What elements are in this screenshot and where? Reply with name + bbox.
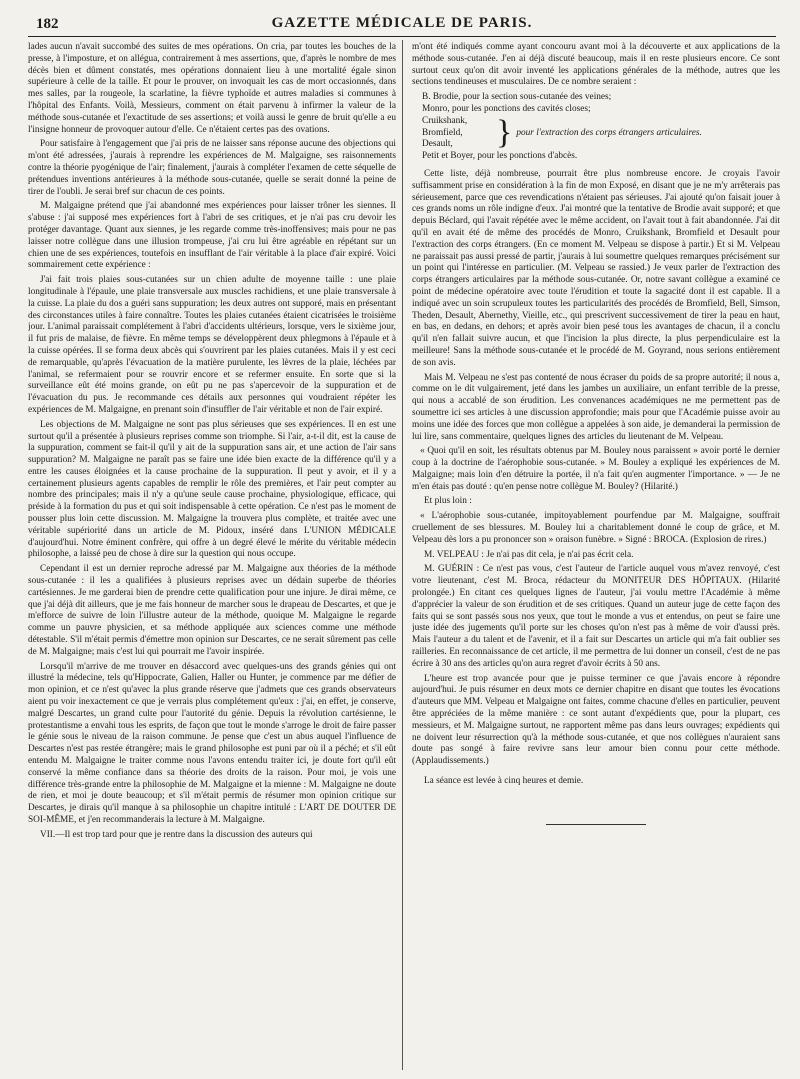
right-column — [412, 42, 780, 1068]
paragraph: Lorsqu'il m'arrive de me trouver en désaccord avec quelques-uns des grands génies qui ont illustré la médecine, tels qu'Hippocrate, Galien, Haller ou Hunter, je commence par me défier de mon opinion, et ce n'est qu'avec la plus grande réserve que j'admets que ces grands observateurs aient pu voir inexactement ce que je verrais plus complétement qu'eux : j'ai, en effet, je conserve, malgré Descartes, un grand culte pour l'autorité du génie. Depuis la révolution cartésienne, le protestantisme a envahi tous les esprits, de façon que tout le monde s'arroge le droit de faire passer le génie sous le niveau de la raison commune. Je pense que c'est un abus auquel l'influence de Descartes n'est pas restée étrangère; mais le grand philosophe est puni par où il a péché; et s'il eût entendu M. Malgaigne le traiter comme nous l'avons entendu traiter ici, je doute fort qu'il eût conservé la même confiance dans sa théorie des droits de la raison. Pour moi, je vois une différence très-grande entre la philosophie de M. Malgaigne et la mienne : M. Malgaigne ne doute de rien, et moi je doute beaucoup; et s'il m'était permis de résumer mon opinion critique sur Descartes, je dirais qu'il manque à sa philosophie un chapitre intitulé : L'ART DE DOUTER DE SOI-MÊME, et j'en recommanderais la lecture à M. Malgaigne. — [28, 661, 396, 825]
paragraph: m'ont été indiqués comme ayant concouru avant moi à la découverte et aux applications de la méthode sous-cutanée. J'en ai déjà discuté beaucoup, mais il en reste plusieurs encore. Ce sont surtout ceux qu'on dit avoir inventé les applications générales de la méthode, autres que les sections tendineuses et musculaires. De ce nombre seraient : — [412, 42, 780, 88]
paragraph: M. GUÉRIN : Ce n'est pas vous, c'est l'auteur de l'article auquel vous m'avez renvoyé, c'est votre lieutenant, c'est M. Broca, rédacteur du MONITEUR DES HÔPITAUX. (Hilarité prolongée.) En citant ces quelques lignes de l'auteur, j'ai voulu mettre l'Académie à même d'apprécier la valeur de son érudition et de ses critiques. Quand un auteur juge de cette façon des faits qui se sont passés sous nos yeux, que tout le monde a vus et entendus, on peut se faire une juste idée des jugements qu'il porte sur les choses qu'on n'est pas à même de voir d'aussi près. Mais l'auteur a du talent et de l'avenir, et il a fait sur Descartes un article qui m'a fait oublier ses railleries. En reconnaissance de cet article, il me permettra de lui donner un conseil, c'est de ne pas écrire à 30 ans des articles qu'on aura regret d'avoir écrits à 50 ans. — [412, 564, 780, 669]
quotation: « Quoi qu'il en soit, les résultats obtenus par M. Bouley nous paraissent » avoir porté le dernier coup à la doctrine de l'aérophobie sous-cutanée. » M. Bouley a expliqué les expériences de M. Malgaigne; mais loin d'en détruire la portée, il n'a fait qu'en augmenter l'importance. » — Je ne m'en étais pas douté : qu'en pense notre collègue M. Bouley? (Hilarité.) — [412, 446, 780, 492]
paragraph: Cette liste, déjà nombreuse, pourrait être plus nombreuse encore. Je croyais l'avoir suffisamment prise en considération à la fin de mon Exposé, en disant que je ne m'y arrêterais pas sérieusement, parce que ces revendications n'étaient pas sérieuses. J'ai ajouté qu'on faisait jouer à ces grands noms un rôle indigne d'eux. J'ai montré que la tentative de Brodie avait supporé; et que depuis Béclard, qui l'avait répétée avec le même accident, on l'avait tout à fait abandonnée. J'ai dit qu'il en avait été de même des procédés de Monro, Cruikshank, Bromfield et Desault pour l'extraction des corps étrangers. (En ce moment M. Velpeau se dispose à partir.) Et si M. Velpeau ne paraissait pas aussi pressé de partir, j'aurais à lui soumettre quelques remarques précisément sur un point qui l'intéresse en particulier. (M. Velpeau se rassied.) Je veux parler de l'extraction des corps étrangers articulaires par la méthode sous-cutanée. Or, notre savant collègue a examiné ce point de médecine opératoire avec toute l'érudition et toute la sagacité dont il est capable. Il a indiqué avec un soin scrupuleux toutes les particularités des procédés de Bromfield, Bell, Simson, Theden, Desault, Abernethy, Vieille, etc., qui prescrivent successivement de tirer la peau en haut, en bas, en dedans, en dehors; et après avoir bien pesé tous les avantages de chacun, il a conclu qu'il n'en fallait suivre aucun, et que l'incision la plus directe, la plus perpendiculaire est la meilleure! Sans la méthode sous-cutanée et le procédé de M. Goyrand, nous serions entièrement de son avis. — [412, 168, 780, 368]
paragraph: lades aucun n'avait succombé des suites de mes opérations. On cria, par toutes les bouches de la presse, à l'imposture, et on allégua, contrairement à mes assertions, que, d'après le nombre de mes décès bien et dûment constatés, mes opérations donnaient lieu à une mortalité égale sinon supérieure à celle de la taille. Et pour le prouver, on invoquait les cas de mort occasionnés, dans mes salles, par la rougeole, la scarlatine, la fièvre typhoïde et autres maladies si communes à l'hôpital des Enfants. Voilà, Messieurs, comment on était parvenu à infirmer la valeur de la méthode sous-cutanée et l'exactitude de ses assertions; et voilà aussi le genre de bruit qu'elle a eu l'insigne honneur de provoquer autour d'elle. Ce n'étaient certes pas des ovations. — [28, 42, 396, 135]
paragraph: Pour satisfaire à l'engagement que j'ai pris de ne laisser sans réponse aucune des objections qui m'ont été adressées, j'aurais à reprendre les expériences de M. Malgaigne, ses raisonnements contre la théorie pyogénique de l'air; finalement, j'aurais à compléter l'examen de cette séquelle de prétendues inventions antérieures à la méthode sous-cutanée, quelle se serait donné la peine de tirer de l'oubli. Je serai bref sur chacun de ces points. — [28, 139, 396, 197]
list-item: Bromfield, — [422, 127, 463, 138]
paragraph: M. VELPEAU : Je n'ai pas dit cela, je n'ai pas écrit cela. — [424, 549, 634, 560]
list-item: Desault, — [422, 139, 453, 150]
list-item: Petit et Boyer, pour les ponctions d'abcès. — [422, 151, 578, 162]
brace-names — [422, 116, 492, 151]
paragraph: Les objections de M. Malgaigne ne sont pas plus sérieuses que ses expériences. Il en est une surtout qu'il a présentée à plusieurs reprises comme son triomphe. Si l'air, a-t-il dit, est la cause de la suppuration, comment se fait-il qu'il y ait de la suppuration sans air, et une action de l'air sans suppuration? M. Malgaigne ne paraît pas se faire une idée bien exacte de la différence qu'il y a entre les causes éloignées et la cause prochaine de la suppuration. Il peut y avoir, et il y a certainement plusieurs agents capables de remplir le rôle des premières, et l'air peut compter au nombre des principales; mais il n'y a qu'une seule cause prochaine, physiologique, efficace, qui préside à la formation du pus et qui soit indispensable à cette opération. Ce n'est pas le moment de pousser plus loin cette discussion. M. Malgaigne la trouvera plus complète, et traitée avec une véritable supériorité dans un article de M. Pidoux, inséré dans L'UNION MÉDICALE d'aujourd'hui. Notre éminent confrère, qui offre à un degré élevé le mérite du véritable médecin philosophe, a laissé peu de chose à dire sur la question qui nous occupe. — [28, 419, 396, 560]
left-column — [28, 42, 396, 1068]
paragraph: M. Malgaigne prétend que j'ai abandonné mes expériences pour laisser trôner les siennes. Il s'abuse : j'ai supposé mes expériences fort à l'abri de ses critiques, et je n'ai pas cru devoir les protéger davantage. Quant aux siennes, je les regarde comme très-inoffensives; mais pour ne pas laisser notre collègue dans une illusion trompeuse, j'ai cru lui être agréable en répétant sur un chien une de ses expériences, toutefois en insufflant de l'air véritable à la place d'air expiré. Voici sommairement cette expérience : — [28, 201, 396, 271]
page-header — [28, 14, 776, 37]
quotation: « L'aérophobie sous-cutanée, impitoyablement pourfendue par M. Malgaigne, souffrait cruellement de ses blessures. M. Bouley lui a charitablement donné le coup de grâce, et M. Velpeau dès lors a pu prononcer son » oraison funèbre. » Signé : BROCA. (Explosion de rires.) — [412, 511, 780, 545]
running-title: GAZETTE MÉDICALE DE PARIS. — [271, 15, 533, 31]
brace-icon: } — [496, 114, 513, 152]
brace-group — [422, 116, 780, 151]
page-number: 182 — [36, 16, 59, 32]
end-rule — [546, 824, 646, 825]
list-item: Cruikshank, — [422, 115, 468, 126]
paragraph: Et plus loin : — [424, 496, 472, 507]
column-divider — [402, 40, 403, 1070]
brace-text: pour l'extraction des corps étrangers articulaires. — [516, 127, 702, 138]
author-list — [422, 92, 780, 163]
list-item: Monro, pour les ponctions des cavités closes; — [422, 103, 591, 114]
paragraph: VII.—Il est trop tard pour que je rentre dans la discussion des auteurs qui — [40, 829, 313, 840]
paragraph: Mais M. Velpeau ne s'est pas contenté de nous écraser du poids de sa propre autorité; il nous a, comme on le dit vulgairement, jeté dans les jambes un auxiliaire, un enfant terrible de la presse, qui nous a accablé de son érudition. Les convenances académiques ne me permettent pas de soumettre ici ses articles à une discussion approfondie; mais pour que l'Académie puisse avoir au moins une idée des forces que mon collègue a appelées à son aide, je demanderai la permission de lui lire, sans commentaire, quelques lignes des articles du lieutenant de M. Velpeau. — [412, 372, 780, 442]
session-closing: La séance est levée à cinq heures et demie. — [424, 776, 584, 787]
paragraph: Cependant il est un dernier reproche adressé par M. Malgaigne aux théories de la méthode sous-cutanée : il les a qualifiées à plusieurs reprises avec un dédain superbe de théories cartésiennes. Je me garderai bien de prendre cette qualification pour une injure. Je dirai même, ce que j'ai déjà dit ailleurs, que je me fais honneur de marcher sous le drapeau de Descartes, et que je m'efforce de suivre de loin l'illustre auteur de la méthode, quoique M. Malgaigne le regarde comme un pauvre physicien, et sa méthode appliquée aux sciences comme une méthode détestable. S'il m'était permis d'émettre mon opinion sur Descartes, ce ne serait sûrement pas celle de M. Malgaigne; mais c'est lui qui pourrait me l'avoir inspirée. — [28, 564, 396, 657]
paragraph: L'heure est trop avancée pour que je puisse terminer ce que j'avais encore à répondre aujourd'hui. Je puis résumer en deux mots ce dernier chapitre en disant que toutes les évocations d'auteurs que MM. Velpeau et Malgaigne ont faites, comme chacune d'elles en particulier, peuvent être appréciées de la même manière : ce sont autant d'expédients que, pour la plupart, ces messieurs, et M. Malgaigne surtout, ne rapportent même pas dans leurs ouvrages; expédients qui ne doivent leur résurrection qu'à la méthode sous-cutanée, et que nos collègues n'auraient sans doute pas songé à faire revivre sans leur amour bien connu pour cette méthode. (Applaudissements.) — [412, 673, 780, 767]
paragraph: J'ai fait trois plaies sous-cutanées sur un chien adulte de moyenne taille : une plaie longitudinale à l'épaule, une plaie transversale aux muscles rachidiens, et une plaie transversale à la cuisse. La plaie du dos a guéri sans suppuration; les deux autres ont supporé, mais en présentant des circonstances utiles à faire connaître. Toutes les plaies cutanées étaient cicatrisées le troisième jour. L'animal paraissait complétement à l'abri d'accidents ultérieurs, lorsque, vers le sixième jour, il fut pris de malaise, de fièvre. En même temps se développèrent deux phlegmons à l'épaule et à la cuisse opérées. Il se forma deux abcès qui s'ouvrirent par les plaies cutanées. Mais il y est ceci de remarquable, qu'après l'évacuation de la matière purulente, les lèvres de la plaie, léchées par l'animal, se refermaient pour se rouvrir encore et se refermer ensuite. En sorte que si la surveillance eût été moins grande, on eût pu ne pas s'apercevoir de la suppuration et de l'évacuation du pus. Je recommande ces détails aux personnes qui voudraient répéter les expériences de M. Malgaigne, en prenant soin d'insuffler de l'air véritable et non de l'air expiré. — [28, 275, 396, 415]
list-item: B. Brodie, pour la section sous-cutanée des veines; — [422, 92, 612, 103]
